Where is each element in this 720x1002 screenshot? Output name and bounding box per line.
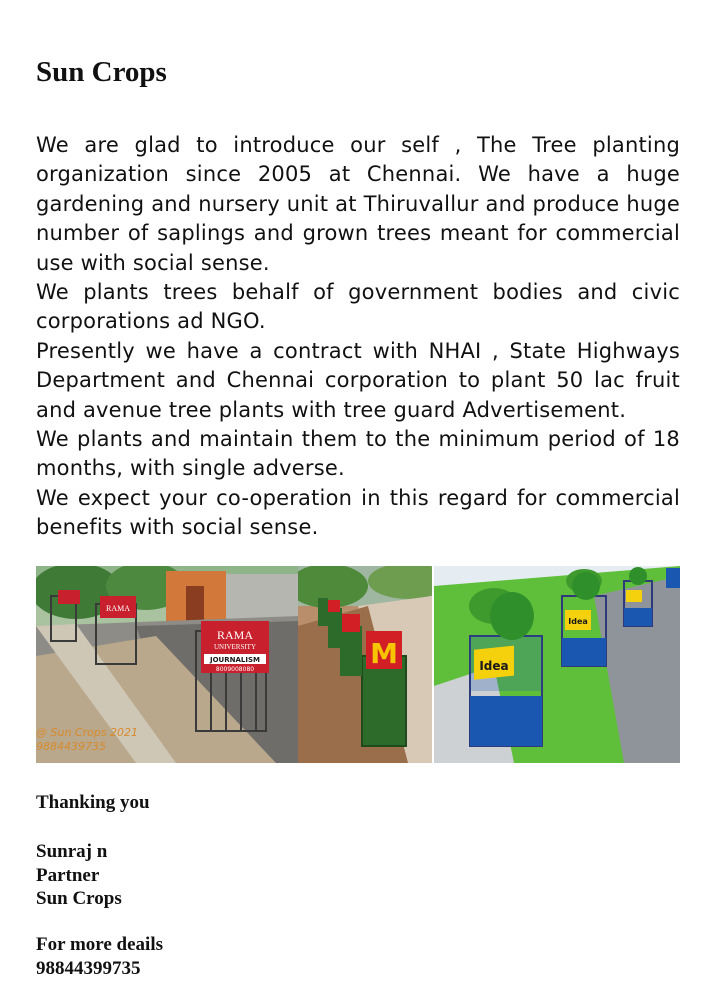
paragraph-cooperation: We expect your co-operation in this regard for commercial benefits with social sense.	[36, 485, 680, 540]
more-details-label: For more deails	[36, 934, 163, 955]
photo-idea-tree-guards	[434, 566, 680, 763]
signatory-name: Sunraj n	[36, 841, 108, 862]
watermark-line1: @ Sun Crops 2021	[36, 726, 139, 739]
closing-thanks: Thanking you	[36, 792, 150, 813]
sign-dept: JOURNALISM	[210, 656, 260, 664]
paragraph-introduction: We are glad to introduce our self , The Tree planting organization since 2005 at Chennai. We have a huge gardening and nursery unit at Thiruvallur and produce huge number of saplings and grown trees meant for commercial use with social sense.	[36, 133, 680, 275]
paragraph-clients: We plants trees behalf of government bodies and civic corporations ad NGO.	[36, 280, 680, 334]
document-title: Sun Crops	[36, 56, 167, 88]
signatory-company: Sun Crops	[36, 888, 122, 909]
letter-body	[36, 131, 680, 543]
photo-watermark	[36, 726, 138, 754]
golden-m-icon: M	[370, 637, 398, 670]
tree-guard-photos	[36, 566, 680, 763]
photo-tree-guard-row	[298, 566, 432, 763]
signatory-role: Partner	[36, 865, 100, 886]
photo-roadside-tree-guards	[36, 566, 298, 763]
sign-brand-small: RAMA	[105, 604, 131, 613]
sign-phone: 8009008080	[215, 666, 255, 673]
paragraph-contract: Presently we have a contract with NHAI , State Highways Department and Chennai corporation to plant 50 lac fruit and avenue tree plants with tree guard Advertisement.	[36, 338, 680, 422]
watermark-line2: 9884439735	[36, 740, 106, 753]
sign-brand: RAMA	[216, 628, 254, 642]
paragraph-maintenance: We plants and maintain them to the minimum period of 18 months, with single adverse.	[36, 427, 680, 481]
idea-logo-large: Idea	[479, 659, 509, 673]
idea-logo-medium: Idea	[568, 617, 588, 626]
contact-phone: 98844399735	[36, 958, 141, 979]
sign-sub: UNIVERSITY	[214, 643, 256, 651]
